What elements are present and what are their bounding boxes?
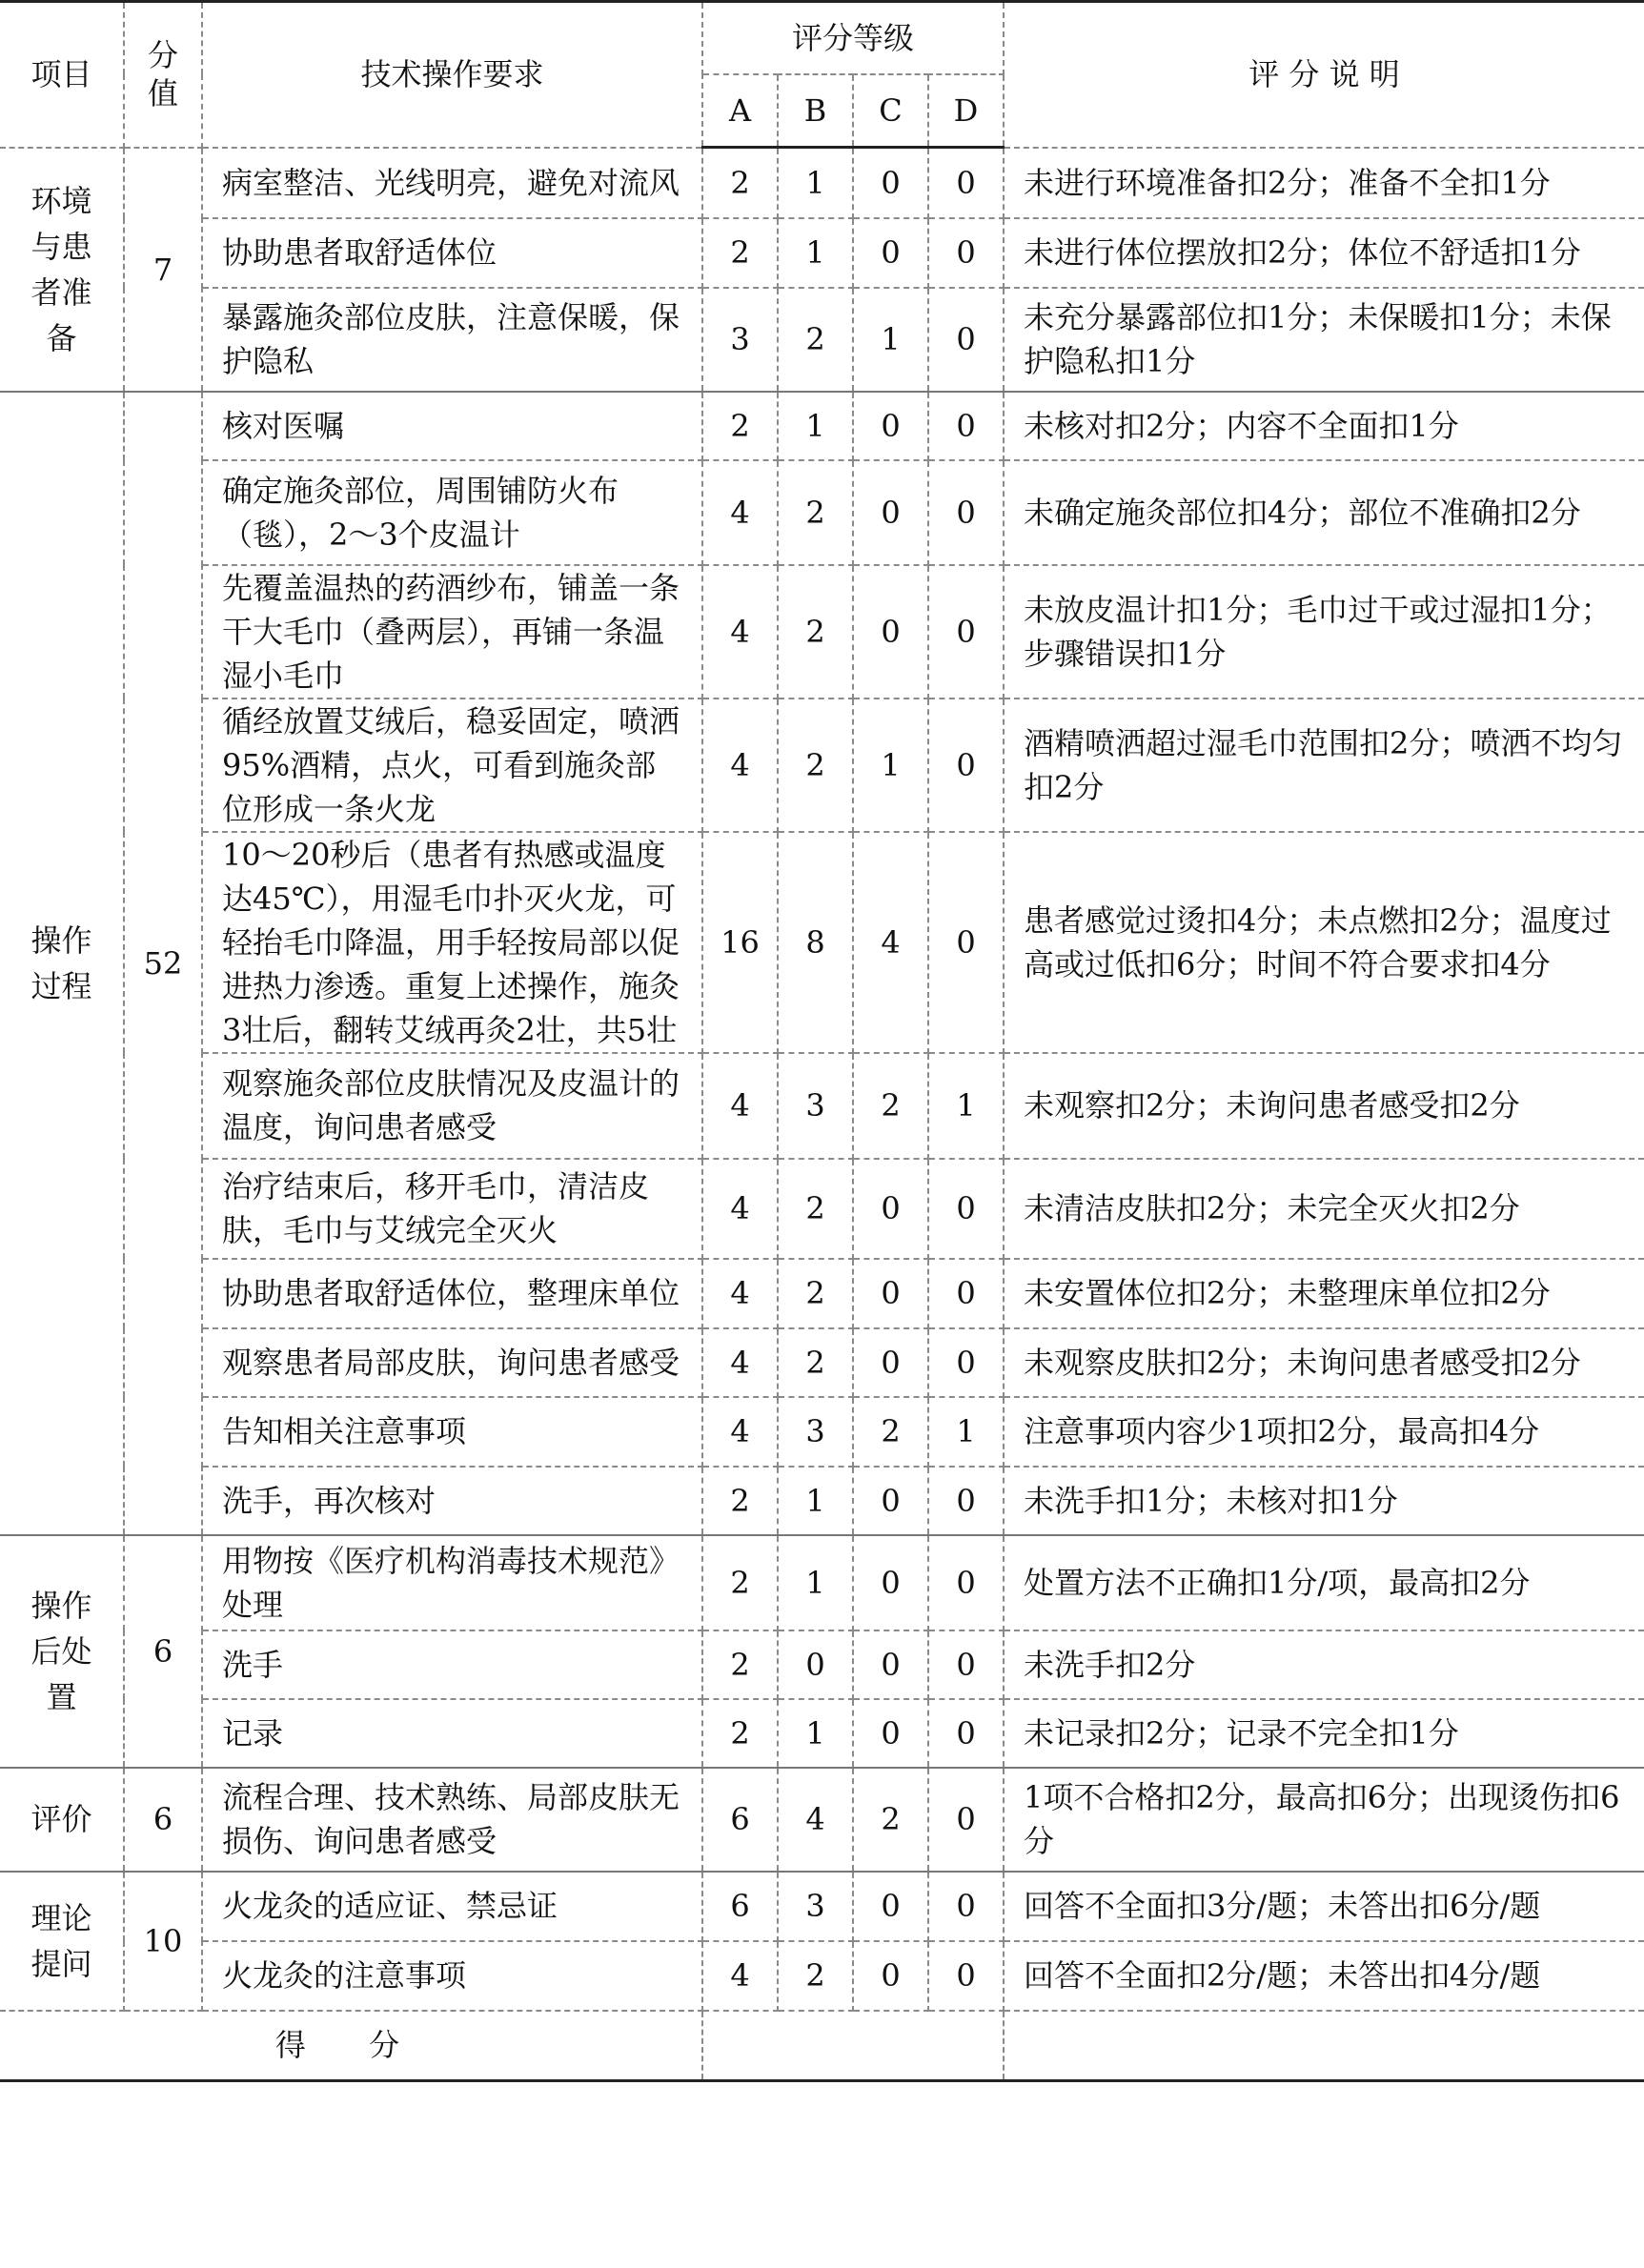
grade-b-value: 2: [778, 565, 853, 699]
grade-a-value: 4: [702, 1259, 778, 1328]
table-row: [0, 832, 1644, 1053]
grade-c-value: 0: [853, 392, 928, 460]
total-grade-cell: [702, 2011, 1004, 2081]
grade-b-value: 2: [778, 1159, 853, 1259]
grade-a-value: 4: [702, 1941, 778, 2011]
table-body: [0, 148, 1644, 2081]
grade-d-value: 0: [928, 1768, 1004, 1872]
grade-c-value: 0: [853, 565, 928, 699]
grade-b-value: 3: [778, 1397, 853, 1467]
scoring-description: 未记录扣2分；记录不完全扣1分: [1004, 1699, 1644, 1768]
requirement-text: 观察施灸部位皮肤情况及皮温计的温度，询问患者感受: [202, 1053, 702, 1159]
grade-d-value: 0: [928, 1259, 1004, 1328]
grade-d-value: 0: [928, 460, 1004, 565]
header-grade-d: D: [928, 74, 1004, 148]
grade-a-value: 2: [702, 218, 778, 288]
grade-c-value: 0: [853, 1159, 928, 1259]
grade-b-value: 3: [778, 1053, 853, 1159]
grade-c-value: 0: [853, 1699, 928, 1768]
scoring-description: 未安置体位扣2分；未整理床单位扣2分: [1004, 1259, 1644, 1328]
grade-d-value: 0: [928, 832, 1004, 1053]
grade-b-value: 4: [778, 1768, 853, 1872]
table-row: [0, 565, 1644, 699]
requirement-text: 火龙灸的适应证、禁忌证: [202, 1872, 702, 1941]
grade-a-value: 4: [702, 565, 778, 699]
header-description: 评 分 说 明: [1004, 2, 1644, 148]
grade-d-value: 0: [928, 1699, 1004, 1768]
requirement-text: 火龙灸的注意事项: [202, 1941, 702, 2011]
table-row: [0, 392, 1644, 460]
requirement-text: 循经放置艾绒后，稳妥固定，喷洒95%酒精，点火，可看到施灸部位形成一条火龙: [202, 699, 702, 832]
table-row: [0, 1630, 1644, 1699]
grade-a-value: 16: [702, 832, 778, 1053]
grade-a-value: 6: [702, 1872, 778, 1941]
grade-d-value: 1: [928, 1053, 1004, 1159]
table-row: [0, 699, 1644, 832]
scoring-description: 未确定施灸部位扣4分；部位不准确扣2分: [1004, 460, 1644, 565]
scoring-description: 回答不全面扣2分/题；未答出扣4分/题: [1004, 1941, 1644, 2011]
grade-c-value: 0: [853, 1535, 928, 1630]
grade-a-value: 3: [702, 288, 778, 392]
requirement-text: 暴露施灸部位皮肤，注意保暖，保护隐私: [202, 288, 702, 392]
requirement-text: 先覆盖温热的药酒纱布，铺盖一条干大毛巾（叠两层），再铺一条温湿小毛巾: [202, 565, 702, 699]
requirement-text: 流程合理、技术熟练、局部皮肤无损伤、询问患者感受: [202, 1768, 702, 1872]
grade-b-value: 1: [778, 1699, 853, 1768]
scoring-description: 未进行体位摆放扣2分；体位不舒适扣1分: [1004, 218, 1644, 288]
grade-d-value: 0: [928, 1630, 1004, 1699]
header-item: 项目: [0, 2, 124, 148]
grade-c-value: 0: [853, 1941, 928, 2011]
grade-b-value: 1: [778, 1535, 853, 1630]
grade-c-value: 0: [853, 218, 928, 288]
grade-d-value: 0: [928, 1467, 1004, 1535]
table-row: [0, 1159, 1644, 1259]
group-score: 10: [124, 1872, 202, 2011]
grade-d-value: 0: [928, 1159, 1004, 1259]
requirement-text: 记录: [202, 1699, 702, 1768]
grade-d-value: 0: [928, 218, 1004, 288]
total-description-cell: [1004, 2011, 1644, 2081]
grade-d-value: 1: [928, 1397, 1004, 1467]
grade-a-value: 4: [702, 1159, 778, 1259]
group-item-name: 环境与患者准备: [0, 148, 124, 392]
header-grade-c: C: [853, 74, 928, 148]
grade-c-value: 4: [853, 832, 928, 1053]
grade-b-value: 2: [778, 460, 853, 565]
grade-a-value: 2: [702, 1535, 778, 1630]
grade-b-value: 0: [778, 1630, 853, 1699]
grade-d-value: 0: [928, 148, 1004, 218]
grade-c-value: 0: [853, 148, 928, 218]
scoring-description: 未核对扣2分；内容不全面扣1分: [1004, 392, 1644, 460]
grade-c-value: 0: [853, 1259, 928, 1328]
table-row: [0, 460, 1644, 565]
table-row: [0, 1397, 1644, 1467]
grade-b-value: 8: [778, 832, 853, 1053]
table-row: [0, 1872, 1644, 1941]
grade-b-value: 2: [778, 1941, 853, 2011]
table-row: [0, 288, 1644, 392]
grade-a-value: 4: [702, 699, 778, 832]
requirement-text: 治疗结束后，移开毛巾，清洁皮肤，毛巾与艾绒完全灭火: [202, 1159, 702, 1259]
grade-c-value: 0: [853, 460, 928, 565]
grade-d-value: 0: [928, 1535, 1004, 1630]
scoring-description: 酒精喷洒超过湿毛巾范围扣2分；喷洒不均匀扣2分: [1004, 699, 1644, 832]
grade-c-value: 2: [853, 1053, 928, 1159]
grade-a-value: 4: [702, 460, 778, 565]
grade-c-value: 1: [853, 699, 928, 832]
group-item-name: 理论提问: [0, 1872, 124, 2011]
grade-a-value: 2: [702, 148, 778, 218]
scoring-description: 未观察扣2分；未询问患者感受扣2分: [1004, 1053, 1644, 1159]
grade-a-value: 2: [702, 1467, 778, 1535]
grade-a-value: 2: [702, 1699, 778, 1768]
requirement-text: 协助患者取舒适体位，整理床单位: [202, 1259, 702, 1328]
table-row: [0, 1259, 1644, 1328]
table-row: [0, 148, 1644, 218]
grade-a-value: 4: [702, 1397, 778, 1467]
header-grade-group: 评分等级: [702, 2, 1004, 74]
grade-b-value: 2: [778, 1259, 853, 1328]
grade-b-value: 2: [778, 288, 853, 392]
grade-d-value: 0: [928, 392, 1004, 460]
scoring-description: 未观察皮肤扣2分；未询问患者感受扣2分: [1004, 1328, 1644, 1397]
grade-d-value: 0: [928, 288, 1004, 392]
header-requirement: 技术操作要求: [202, 2, 702, 148]
scoring-description: 未清洁皮肤扣2分；未完全灭火扣2分: [1004, 1159, 1644, 1259]
scoring-description: 1项不合格扣2分，最高扣6分；出现烫伤扣6分: [1004, 1768, 1644, 1872]
grade-c-value: 2: [853, 1397, 928, 1467]
header-grade-a: A: [702, 74, 778, 148]
group-score: 6: [124, 1768, 202, 1872]
total-score-label: 得 分: [0, 2011, 702, 2081]
requirement-text: 告知相关注意事项: [202, 1397, 702, 1467]
group-score: 7: [124, 148, 202, 392]
scoring-description: 处置方法不正确扣1分/项，最高扣2分: [1004, 1535, 1644, 1630]
scoring-description: 未充分暴露部位扣1分；未保暖扣1分；未保护隐私扣1分: [1004, 288, 1644, 392]
table-row: [0, 1053, 1644, 1159]
header-score: 分值: [124, 2, 202, 148]
grade-b-value: 2: [778, 699, 853, 832]
requirement-text: 观察患者局部皮肤，询问患者感受: [202, 1328, 702, 1397]
scoring-description: 未进行环境准备扣2分；准备不全扣1分: [1004, 148, 1644, 218]
requirement-text: 病室整洁、光线明亮，避免对流风: [202, 148, 702, 218]
requirement-text: 洗手: [202, 1630, 702, 1699]
grade-c-value: 0: [853, 1328, 928, 1397]
requirement-text: 核对医嘱: [202, 392, 702, 460]
group-score: 52: [124, 392, 202, 1535]
scoring-description: 未洗手扣2分: [1004, 1630, 1644, 1699]
requirement-text: 协助患者取舒适体位: [202, 218, 702, 288]
group-score: 6: [124, 1535, 202, 1768]
table-row: [0, 1535, 1644, 1630]
total-row: [0, 2011, 1644, 2081]
requirement-text: 用物按《医疗机构消毒技术规范》处理: [202, 1535, 702, 1630]
table-row: [0, 1768, 1644, 1872]
table-header: [0, 2, 1644, 148]
scoring-description: 患者感觉过烫扣4分；未点燃扣2分；温度过高或过低扣6分；时间不符合要求扣4分: [1004, 832, 1644, 1053]
grade-c-value: 1: [853, 288, 928, 392]
table-row: [0, 1699, 1644, 1768]
scoring-description: 回答不全面扣3分/题；未答出扣6分/题: [1004, 1872, 1644, 1941]
grade-b-value: 2: [778, 1328, 853, 1397]
group-item-name: 操作过程: [0, 392, 124, 1535]
header-grade-b: B: [778, 74, 853, 148]
grade-d-value: 0: [928, 699, 1004, 832]
grade-d-value: 0: [928, 1872, 1004, 1941]
requirement-text: 确定施灸部位，周围铺防火布（毯），2～3个皮温计: [202, 460, 702, 565]
grade-a-value: 6: [702, 1768, 778, 1872]
scoring-description: 未洗手扣1分；未核对扣1分: [1004, 1467, 1644, 1535]
table-row: [0, 1941, 1644, 2011]
grade-c-value: 0: [853, 1630, 928, 1699]
grade-d-value: 0: [928, 1941, 1004, 2011]
table-row: [0, 1467, 1644, 1535]
requirement-text: 洗手，再次核对: [202, 1467, 702, 1535]
grade-b-value: 3: [778, 1872, 853, 1941]
grade-b-value: 1: [778, 148, 853, 218]
requirement-text: 10～20秒后（患者有热感或温度达45℃），用湿毛巾扑灭火龙，可轻抬毛巾降温，用手轻按局部以促进热力渗透。重复上述操作，施灸3壮后，翻转艾绒再灸2壮，共5壮: [202, 832, 702, 1053]
scoring-description: 注意事项内容少1项扣2分，最高扣4分: [1004, 1397, 1644, 1467]
grade-c-value: 2: [853, 1768, 928, 1872]
grade-d-value: 0: [928, 1328, 1004, 1397]
grade-b-value: 1: [778, 392, 853, 460]
group-item-name: 评价: [0, 1768, 124, 1872]
grade-b-value: 1: [778, 218, 853, 288]
grade-a-value: 2: [702, 392, 778, 460]
grade-b-value: 1: [778, 1467, 853, 1535]
table-row: [0, 218, 1644, 288]
grade-c-value: 0: [853, 1467, 928, 1535]
grade-a-value: 4: [702, 1053, 778, 1159]
grade-a-value: 2: [702, 1630, 778, 1699]
grade-c-value: 0: [853, 1872, 928, 1941]
table-row: [0, 1328, 1644, 1397]
grade-d-value: 0: [928, 565, 1004, 699]
group-item-name: 操作后处置: [0, 1535, 124, 1768]
scoring-description: 未放皮温计扣1分；毛巾过干或过湿扣1分；步骤错误扣1分: [1004, 565, 1644, 699]
grade-a-value: 4: [702, 1328, 778, 1397]
